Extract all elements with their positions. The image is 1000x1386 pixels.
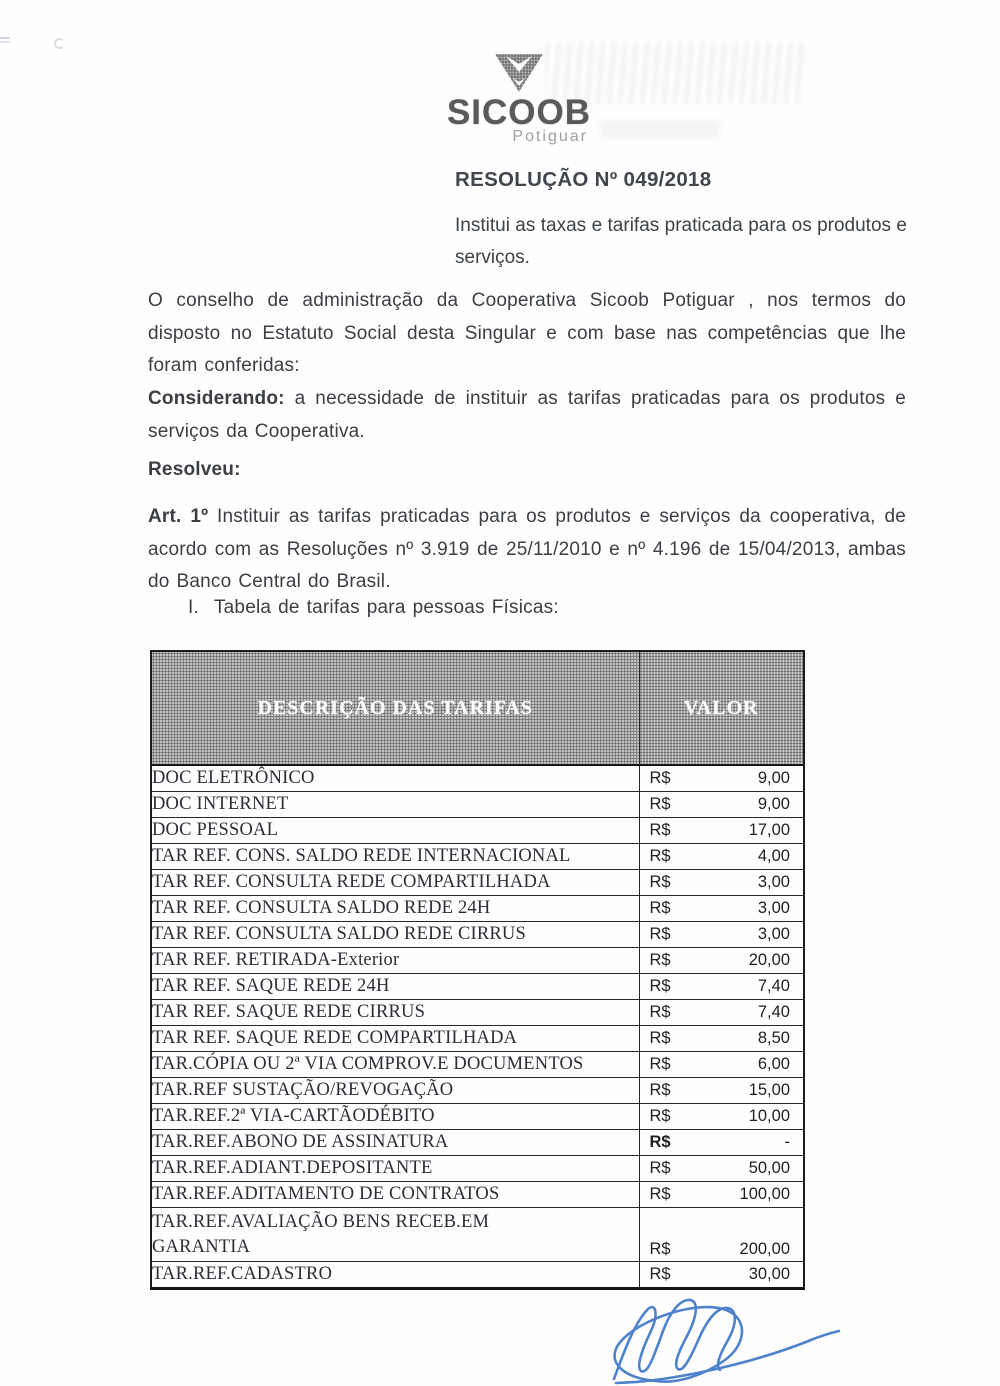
amount-value: - bbox=[784, 1133, 790, 1151]
tariff-description: TAR REF. SAQUE REDE CIRRUS bbox=[151, 1000, 639, 1026]
tariff-description: TAR.REF.AVALIAÇÃO BENS RECEB.EM GARANTIA bbox=[151, 1208, 639, 1262]
tariff-description: TAR.CÓPIA OU 2ª VIA COMPROV.E DOCUMENTOS bbox=[151, 1052, 639, 1078]
table-row bbox=[151, 1104, 804, 1130]
table-row bbox=[151, 1262, 804, 1289]
currency-label: R$ bbox=[649, 899, 671, 917]
tariff-table bbox=[150, 650, 805, 1290]
tariff-value-cell bbox=[639, 948, 804, 974]
resolution-title: RESOLUÇÃO Nº 049/2018 bbox=[455, 168, 712, 191]
currency-label: R$ bbox=[649, 951, 671, 969]
tariff-description: TAR REF. CONS. SALDO REDE INTERNACIONAL bbox=[151, 844, 639, 870]
table-row bbox=[151, 974, 804, 1000]
tariff-value-cell bbox=[639, 974, 804, 1000]
currency-label: R$ bbox=[649, 925, 671, 943]
tariff-description: TAR REF. RETIRADA-Exterior bbox=[151, 948, 639, 974]
tariff-value-cell bbox=[639, 1182, 804, 1208]
table-row bbox=[151, 844, 804, 870]
amount-value: 6,00 bbox=[757, 1055, 790, 1073]
currency-label: R$ bbox=[649, 873, 671, 891]
table-row bbox=[151, 1156, 804, 1182]
tariff-value-cell bbox=[639, 922, 804, 948]
tariff-description: TAR REF. SAQUE REDE 24H bbox=[151, 974, 639, 1000]
table-row bbox=[151, 765, 804, 792]
tariff-value-cell bbox=[639, 1026, 804, 1052]
tariff-description: DOC INTERNET bbox=[151, 792, 639, 818]
tariff-description: TAR REF. CONSULTA SALDO REDE CIRRUS bbox=[151, 922, 639, 948]
amount-value: 100,00 bbox=[739, 1185, 790, 1203]
article-1-paragraph bbox=[148, 501, 906, 599]
sicoob-logo-icon bbox=[493, 52, 545, 94]
tariff-value-cell bbox=[639, 765, 804, 792]
logo bbox=[444, 52, 594, 146]
tariff-description: DOC ELETRÔNICO bbox=[151, 765, 639, 792]
currency-label: R$ bbox=[649, 847, 671, 865]
tariff-table-body bbox=[151, 765, 804, 1289]
currency-label: R$ bbox=[649, 821, 671, 839]
tariff-value-cell bbox=[639, 818, 804, 844]
tariff-description: TAR.REF.2ª VIA-CARTÃODÉBITO bbox=[151, 1104, 639, 1130]
tariff-description: TAR.REF.ADITAMENTO DE CONTRATOS bbox=[151, 1182, 639, 1208]
currency-label: R$ bbox=[649, 1265, 671, 1283]
amount-value: 3,00 bbox=[757, 925, 790, 943]
table-row bbox=[151, 896, 804, 922]
currency-label: R$ bbox=[649, 1029, 671, 1047]
tariff-value-cell bbox=[639, 844, 804, 870]
amount-value: 50,00 bbox=[748, 1159, 790, 1177]
scan-artifact bbox=[54, 38, 65, 49]
table-row bbox=[151, 792, 804, 818]
considerando-text: a necessidade de instituir as tarifas praticadas para os produtos e serviços da Cooperativa. bbox=[148, 388, 906, 442]
table-header-row bbox=[151, 651, 804, 765]
tariff-value-cell bbox=[639, 1052, 804, 1078]
resolveu-heading: Resolveu: bbox=[148, 459, 241, 480]
amount-value: 4,00 bbox=[757, 847, 790, 865]
tariff-value-cell bbox=[639, 1130, 804, 1156]
amount-value: 7,40 bbox=[757, 977, 790, 995]
table-row bbox=[151, 1000, 804, 1026]
amount-value: 7,40 bbox=[757, 1003, 790, 1021]
table-row bbox=[151, 1078, 804, 1104]
tariff-value-cell bbox=[639, 1208, 804, 1262]
resolution-subtitle: Institui as taxas e tarifas praticada para os produtos e serviços. bbox=[455, 215, 907, 268]
table-row bbox=[151, 818, 804, 844]
column-header-description: DESCRIÇÃO DAS TARIFAS bbox=[151, 651, 639, 765]
amount-value: 17,00 bbox=[748, 821, 790, 839]
amount-value: 200,00 bbox=[739, 1240, 790, 1258]
currency-label: R$ bbox=[649, 795, 671, 813]
amount-value: 30,00 bbox=[748, 1265, 790, 1283]
table-row bbox=[151, 870, 804, 896]
table-row bbox=[151, 1130, 804, 1156]
tariff-description: TAR REF. SAQUE REDE COMPARTILHADA bbox=[151, 1026, 639, 1052]
page-bleed-through bbox=[600, 120, 720, 138]
tariff-value-cell bbox=[639, 792, 804, 818]
tariff-description: TAR.REF.CADASTRO bbox=[151, 1262, 639, 1289]
tariff-value-cell bbox=[639, 1262, 804, 1289]
amount-value: 20,00 bbox=[748, 951, 790, 969]
tariff-value-cell bbox=[639, 896, 804, 922]
table-row bbox=[151, 1208, 804, 1262]
amount-value: 10,00 bbox=[748, 1107, 790, 1125]
intro-paragraph: O conselho de administração da Cooperativa Sicoob Potiguar , nos termos do disposto no Estatuto Social desta Singular e com base nas competências que lhe foram conferidas: bbox=[148, 290, 906, 376]
considerando-paragraph bbox=[148, 383, 906, 448]
article-1-text: Instituir as tarifas praticadas para os produtos e serviços da cooperativa, de acordo com as Resoluções nº 3.919 de 25/11/2010 e nº 4.196 de 15/04/2013, ambas do Banco Central do Brasil. bbox=[148, 506, 906, 592]
table-row bbox=[151, 1052, 804, 1078]
tariff-description: TAR.REF SUSTAÇÃO/REVOGAÇÃO bbox=[151, 1078, 639, 1104]
table-row bbox=[151, 1182, 804, 1208]
tariff-description: TAR REF. CONSULTA REDE COMPARTILHADA bbox=[151, 870, 639, 896]
logo-subbrand-text: Potiguar bbox=[512, 128, 588, 145]
amount-value: 9,00 bbox=[757, 769, 790, 787]
list-item-tabela bbox=[188, 592, 788, 625]
considerando-label: Considerando: bbox=[148, 388, 285, 409]
currency-label: R$ bbox=[649, 1055, 671, 1073]
tariff-description: DOC PESSOAL bbox=[151, 818, 639, 844]
scan-artifact bbox=[0, 37, 10, 43]
tariff-value-cell bbox=[639, 870, 804, 896]
tariff-value-cell bbox=[639, 1000, 804, 1026]
tariff-description: TAR REF. CONSULTA SALDO REDE 24H bbox=[151, 896, 639, 922]
table-row bbox=[151, 922, 804, 948]
currency-label: R$ bbox=[649, 1159, 671, 1177]
amount-value: 9,00 bbox=[757, 795, 790, 813]
list-item-text: Tabela de tarifas para pessoas Físicas: bbox=[213, 597, 559, 618]
handwritten-signature bbox=[592, 1295, 860, 1385]
currency-label: R$ bbox=[649, 769, 671, 787]
currency-label: R$ bbox=[649, 977, 671, 995]
currency-label: R$ bbox=[649, 1240, 671, 1258]
table-row bbox=[151, 1026, 804, 1052]
amount-value: 8,50 bbox=[757, 1029, 790, 1047]
currency-label: R$ bbox=[649, 1081, 671, 1099]
amount-value: 3,00 bbox=[757, 899, 790, 917]
tariff-description: TAR.REF.ABONO DE ASSINATURA bbox=[151, 1130, 639, 1156]
currency-label: R$ bbox=[649, 1107, 671, 1125]
table-row bbox=[151, 948, 804, 974]
tariff-description: TAR.REF.ADIANT.DEPOSITANTE bbox=[151, 1156, 639, 1182]
list-item-marker: I. bbox=[188, 597, 199, 618]
tariff-value-cell bbox=[639, 1156, 804, 1182]
currency-label: R$ bbox=[649, 1133, 671, 1151]
article-1-label: Art. 1º bbox=[148, 506, 209, 527]
amount-value: 15,00 bbox=[748, 1081, 790, 1099]
column-header-value: VALOR bbox=[639, 651, 804, 765]
currency-label: R$ bbox=[649, 1185, 671, 1203]
tariff-value-cell bbox=[639, 1104, 804, 1130]
logo-brand-text: SICOOB bbox=[446, 93, 592, 132]
tariff-value-cell bbox=[639, 1078, 804, 1104]
amount-value: 3,00 bbox=[757, 873, 790, 891]
currency-label: R$ bbox=[649, 1003, 671, 1021]
